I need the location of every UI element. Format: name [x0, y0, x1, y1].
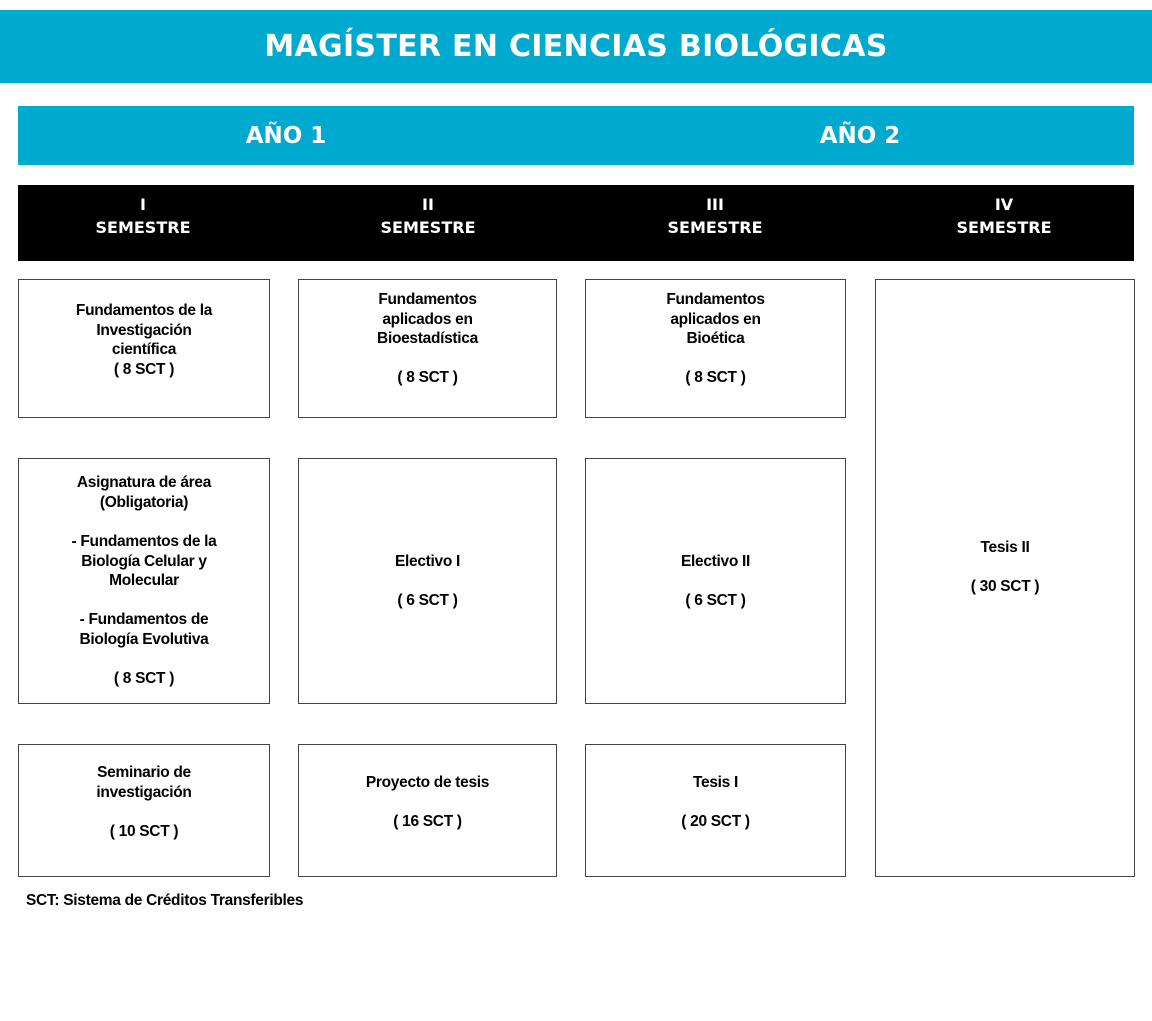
semester-2-numeral: II: [422, 195, 434, 214]
course-box: [18, 279, 270, 418]
course-box: [585, 458, 846, 704]
course-credits: ( 8 SCT ): [397, 369, 458, 387]
semester-2-header: [303, 193, 553, 239]
course-credits: ( 30 SCT ): [970, 578, 1040, 596]
course-name: Fundamentos aplicados en Bioética: [666, 291, 765, 348]
course-box: [298, 279, 557, 418]
course-box: [298, 744, 557, 877]
course-name: Electivo II: [680, 552, 751, 570]
semester-4-header: [879, 193, 1129, 239]
course-credits: ( 10 SCT ): [109, 822, 179, 840]
semester-1-numeral: I: [140, 195, 146, 214]
semester-3-numeral: III: [706, 195, 724, 214]
semester-3-label: SEMESTRE: [667, 218, 763, 237]
year-2-label: AÑO 2: [819, 122, 901, 149]
course-credits: ( 8 SCT ): [113, 360, 175, 378]
course-name: Seminario de investigación: [96, 764, 192, 801]
course-name: Asignatura de área (Obligatoria) - Fundamentos de la Biología Celular y Molecular - Fundamentos de Biología Evolutiva: [71, 474, 217, 648]
course-name: Tesis II: [980, 539, 1030, 556]
course-name: Electivo I: [394, 552, 461, 570]
course-credits: ( 8 SCT ): [685, 369, 746, 387]
year-1-label: AÑO 1: [245, 122, 327, 149]
course-credits: ( 20 SCT ): [681, 813, 750, 831]
course-box: [18, 744, 270, 877]
course-name: Proyecto de tesis: [365, 774, 490, 791]
course-box: [585, 279, 846, 418]
footnote: SCT: Sistema de Créditos Transferibles: [26, 892, 304, 909]
course-name: Fundamentos aplicados en Bioestadística: [377, 291, 478, 348]
semester-2-label: SEMESTRE: [380, 218, 476, 237]
semester-4-label: SEMESTRE: [956, 218, 1052, 237]
course-credits: ( 8 SCT ): [113, 670, 175, 688]
course-box: [585, 744, 846, 877]
semesters-header: [18, 185, 1134, 261]
semester-3-header: [590, 193, 840, 239]
course-box: [875, 279, 1135, 877]
page-title: MAGÍSTER EN CIENCIAS BIOLÓGICAS: [264, 29, 888, 64]
semester-1-label: SEMESTRE: [95, 218, 191, 237]
course-box: [18, 458, 270, 704]
course-credits: ( 6 SCT ): [685, 591, 746, 609]
course-name: Tesis I: [693, 774, 738, 791]
course-credits: ( 16 SCT ): [393, 813, 462, 831]
course-credits: ( 6 SCT ): [397, 591, 458, 609]
semester-4-numeral: IV: [994, 195, 1014, 214]
course-name: Fundamentos de la Investigación científica: [75, 302, 213, 359]
title-banner: [0, 10, 1152, 83]
course-box: [298, 458, 557, 704]
years-banner: [18, 106, 1134, 165]
semester-1-header: [18, 193, 268, 239]
